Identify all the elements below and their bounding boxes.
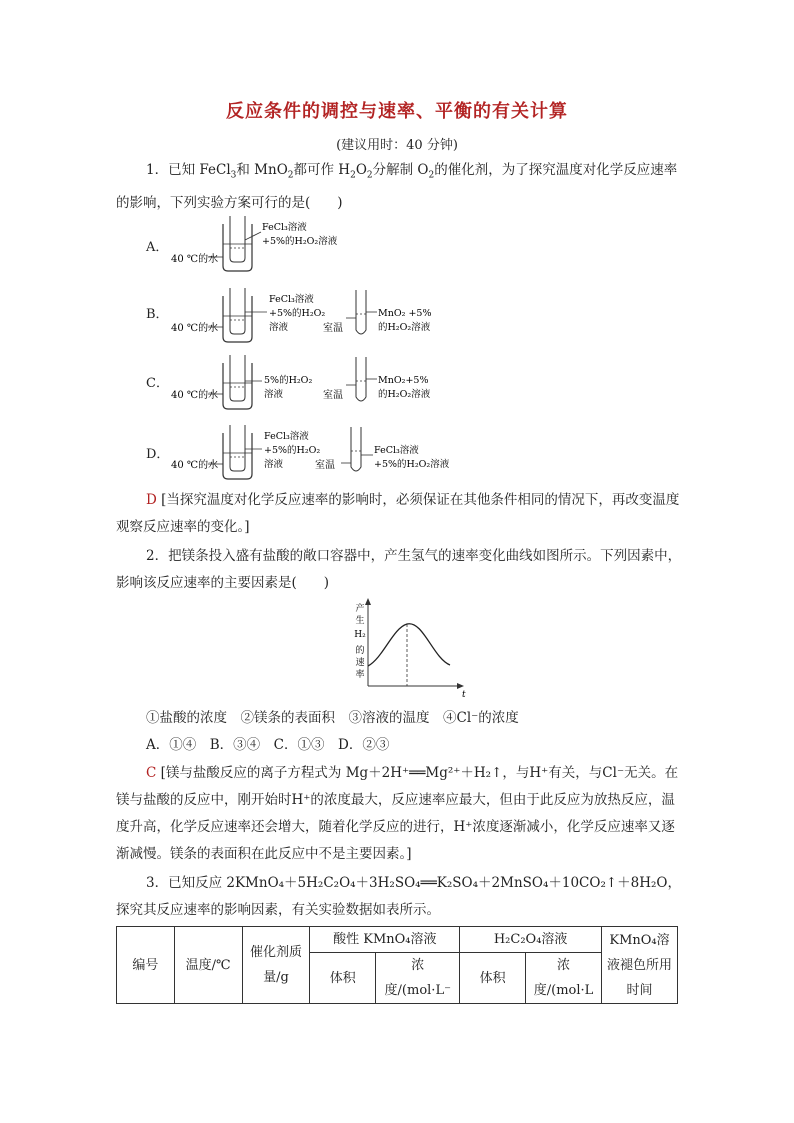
option-b-diagram	[165, 284, 455, 344]
y-label-char-5: 速	[355, 658, 365, 668]
q2-stem: 2．把镁条投入盛有盐酸的敞口容器中，产生氢气的速率变化曲线如图所示。下列因素中，影响该反应速率的主要因素是( )	[116, 548, 682, 591]
q3-stem: 3．已知反应 2KMnO₄＋5H₂C₂O₄＋3H₂SO₄══K₂SO₄＋2MnSO₄＋10CO₂↑＋8H₂O，探究其反应速率的影响因素，有关实验数据如表所示。	[116, 875, 682, 918]
q2-explanation: [镁与盐酸反应的离子方程式为 Mg＋2H⁺══Mg²⁺＋H₂↑，与H⁺有关，与Cl⁻无关。在镁与盐酸的反应中，刚开始时H⁺的浓度最大，反应速率应最大，但由于此反应为放热反应，温度升高，化学反应速率还会增大，随着化学反应的进行，H⁺浓度逐渐减小，化学反应速率又逐渐减慢。镁条的表面积在此反应中不是主要因素。]	[116, 765, 679, 862]
c-water-text: 40 ℃的水	[171, 390, 219, 401]
a-water-text: 40 ℃的水	[171, 254, 219, 265]
y-label-char-3: H₂	[354, 630, 366, 640]
y-label-char-4: 的	[355, 646, 365, 656]
option-c-diagram	[165, 351, 455, 411]
page-subtitle: (建议用时：40 分钟)	[336, 138, 458, 153]
a-beaker-text-2: +5%的H₂O₂溶液	[262, 236, 338, 247]
rate-curve	[368, 624, 450, 666]
option-d-diagram	[165, 421, 465, 481]
c-tube-text-2: 的H₂O₂溶液	[378, 389, 431, 400]
b-water-text: 40 ℃的水	[171, 323, 219, 334]
th-kmno4-concentration: 浓度/(mol·L⁻	[376, 953, 460, 1004]
q3-data-table	[116, 926, 678, 1004]
option-a-label: A．	[146, 240, 169, 255]
q2-answer	[116, 760, 684, 868]
page-title: 反应条件的调控与速率、平衡的有关计算	[226, 101, 568, 122]
y-label-char-6: 率	[355, 670, 365, 680]
d-beaker-text-1: FeCl₃溶液	[264, 431, 309, 442]
q2-choices: A．①④ B．③④ C．①③ D．②③	[146, 737, 390, 753]
th-h2c2o4-concentration: 浓度/(mol·L	[526, 953, 602, 1004]
th-fade-time: KMnO₄溶液褪色所用时间	[602, 927, 678, 1004]
b-tube-text-1: MnO₂ +5%	[378, 308, 432, 319]
y-label-char-1: 产	[355, 604, 365, 614]
q1-answer	[116, 487, 684, 541]
d-beaker-text-3: 溶液	[264, 459, 284, 470]
th-kmno4-solution: 酸性 KMnO₄溶液	[310, 927, 460, 953]
chart-y-arrow	[365, 598, 371, 605]
d-water-text: 40 ℃的水	[171, 460, 219, 471]
b-beaker-text-1: FeCl₃溶液	[269, 294, 314, 305]
c-tube-text-1: MnO₂+5%	[378, 375, 429, 386]
y-label-char-2: 生	[355, 616, 365, 626]
th-catalyst-mass: 催化剂质量/g	[242, 927, 310, 1004]
d-tube-text-1: FeCl₃溶液	[374, 445, 419, 456]
a-beaker-text-1: FeCl₃溶液	[262, 222, 307, 233]
th-temperature: 温度/℃	[174, 927, 242, 1004]
option-a-diagram	[165, 210, 365, 275]
th-h2c2o4-volume: 体积	[460, 953, 526, 1004]
chart-x-arrow	[457, 683, 464, 689]
q1-stem: 1．已知 FeCl$_3$和 MnO$_2$都可作 $H_2O_2$分解制 $O_2$的催化剂，为了探究温度对化学反应速率的影响，下列实验方案可行的是( )	[116, 162, 678, 211]
x-label-t: t	[462, 690, 466, 698]
d-beaker-text-2: +5%的H₂O₂	[264, 445, 321, 456]
b-beaker-text-3: 溶液	[269, 322, 289, 333]
c-beaker-text-1: 5%的H₂O₂	[264, 375, 313, 386]
option-b-label: B．	[146, 307, 169, 322]
rate-chart	[338, 598, 468, 698]
c-beaker-text-2: 溶液	[264, 389, 284, 400]
th-kmno4-volume: 体积	[310, 953, 376, 1004]
th-h2c2o4-solution: H₂C₂O₄溶液	[460, 927, 602, 953]
option-c-label: C．	[146, 376, 169, 391]
th-number: 编号	[117, 927, 175, 1004]
d-room-text: 室温	[315, 460, 335, 471]
option-d-label: D．	[146, 447, 170, 462]
b-tube-text-2: 的H₂O₂溶液	[378, 322, 431, 333]
q2-answer-letter: C	[146, 765, 157, 781]
q1-answer-letter: D	[146, 492, 157, 508]
c-room-text: 室温	[323, 390, 343, 401]
d-tube-text-2: +5%的H₂O₂溶液	[374, 459, 450, 470]
q1-explanation: [当探究温度对化学反应速率的影响时，必须保证在其他条件相同的情况下，再改变温度观察反应速率的变化。]	[116, 492, 680, 535]
b-room-text: 室温	[323, 323, 343, 334]
q2-factors: ①盐酸的浓度 ②镁条的表面积 ③溶液的温度 ④Cl⁻的浓度	[146, 710, 519, 726]
b-beaker-text-2: +5%的H₂O₂	[269, 308, 326, 319]
